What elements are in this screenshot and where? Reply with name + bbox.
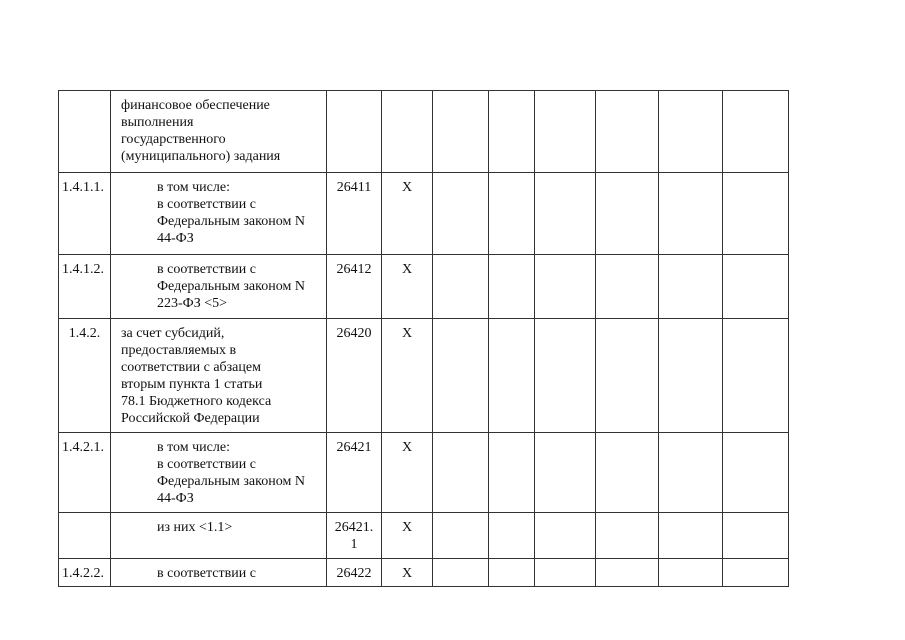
empty-cell — [596, 513, 659, 559]
row-name-line: из них <1.1> — [157, 520, 233, 535]
empty-cell — [723, 173, 789, 255]
empty-cell — [535, 173, 596, 255]
row-name — [111, 433, 327, 513]
row-name-line: в соответствии с — [157, 457, 256, 472]
row-code — [327, 91, 382, 173]
empty-cell — [489, 173, 535, 255]
row-mark: X — [382, 319, 433, 433]
row-name-line: вторым пункта 1 статьи — [121, 377, 263, 392]
empty-cell — [723, 319, 789, 433]
table-row — [59, 91, 789, 173]
empty-cell — [489, 513, 535, 559]
row-name-line: Федеральным законом N — [157, 474, 305, 489]
empty-cell — [433, 91, 489, 173]
empty-cell — [723, 433, 789, 513]
row-name — [111, 173, 327, 255]
table-row — [59, 173, 789, 255]
row-name — [111, 559, 327, 587]
empty-cell — [659, 173, 723, 255]
empty-cell — [723, 559, 789, 587]
row-code: 26411 — [327, 173, 382, 255]
empty-cell — [535, 91, 596, 173]
row-name — [111, 255, 327, 319]
row-mark — [382, 91, 433, 173]
table-row — [59, 255, 789, 319]
row-name-line: Федеральным законом N — [157, 214, 305, 229]
row-mark: X — [382, 559, 433, 587]
empty-cell — [659, 433, 723, 513]
row-mark: X — [382, 513, 433, 559]
row-name-line: в соответствии с — [157, 566, 256, 581]
row-mark: X — [382, 433, 433, 513]
row-name-line: выполнения — [121, 115, 194, 130]
empty-cell — [596, 433, 659, 513]
empty-cell — [489, 559, 535, 587]
financial-table — [58, 90, 789, 587]
row-code: 26412 — [327, 255, 382, 319]
empty-cell — [596, 559, 659, 587]
empty-cell — [535, 559, 596, 587]
row-name — [111, 91, 327, 173]
row-mark: X — [382, 173, 433, 255]
row-name-line: 44-ФЗ — [157, 491, 194, 506]
empty-cell — [433, 173, 489, 255]
empty-cell — [659, 559, 723, 587]
row-name-line: за счет субсидий, — [121, 326, 225, 341]
table-row — [59, 433, 789, 513]
row-number: 1.4.1.2. — [59, 255, 111, 319]
empty-cell — [659, 255, 723, 319]
empty-cell — [659, 91, 723, 173]
row-name-line: финансовое обеспечение — [121, 98, 270, 113]
row-number: 1.4.1.1. — [59, 173, 111, 255]
empty-cell — [723, 513, 789, 559]
row-code: 26422 — [327, 559, 382, 587]
empty-cell — [723, 91, 789, 173]
table-row — [59, 559, 789, 587]
row-number — [59, 91, 111, 173]
row-name-line: в соответствии с — [157, 262, 256, 277]
row-mark: X — [382, 255, 433, 319]
row-name-line: 223-ФЗ <5> — [157, 296, 228, 311]
row-number — [59, 513, 111, 559]
row-number: 1.4.2.1. — [59, 433, 111, 513]
empty-cell — [433, 513, 489, 559]
empty-cell — [535, 433, 596, 513]
row-name-line: 44-ФЗ — [157, 231, 194, 246]
row-name — [111, 319, 327, 433]
empty-cell — [489, 91, 535, 173]
row-name-line: Российской Федерации — [121, 411, 260, 426]
row-code-text: 26421. 1 — [334, 520, 374, 552]
empty-cell — [433, 255, 489, 319]
row-number: 1.4.2. — [59, 319, 111, 433]
table-row — [59, 319, 789, 433]
empty-cell — [535, 255, 596, 319]
empty-cell — [433, 433, 489, 513]
row-name-line: Федеральным законом N — [157, 279, 305, 294]
row-name-line: в соответствии с — [157, 197, 256, 212]
row-name — [111, 513, 327, 559]
row-code: 26420 — [327, 319, 382, 433]
empty-cell — [596, 173, 659, 255]
row-name-line: соответствии с абзацем — [121, 360, 261, 375]
empty-cell — [723, 255, 789, 319]
empty-cell — [659, 513, 723, 559]
row-name-line: в том числе: — [157, 180, 230, 195]
empty-cell — [659, 319, 723, 433]
row-name-line: (муниципального) задания — [121, 149, 281, 164]
empty-cell — [433, 319, 489, 433]
row-name-line: государственного — [121, 132, 226, 147]
empty-cell — [433, 559, 489, 587]
empty-cell — [489, 433, 535, 513]
empty-cell — [596, 91, 659, 173]
row-name-line: 78.1 Бюджетного кодекса — [121, 394, 272, 409]
table-row — [59, 513, 789, 559]
row-name-line: предоставляемых в — [121, 343, 237, 358]
empty-cell — [535, 513, 596, 559]
empty-cell — [535, 319, 596, 433]
row-name-line: в том числе: — [157, 440, 230, 455]
row-code: 26421 — [327, 433, 382, 513]
empty-cell — [489, 319, 535, 433]
row-number: 1.4.2.2. — [59, 559, 111, 587]
empty-cell — [596, 255, 659, 319]
empty-cell — [489, 255, 535, 319]
empty-cell — [596, 319, 659, 433]
row-code — [327, 513, 382, 559]
